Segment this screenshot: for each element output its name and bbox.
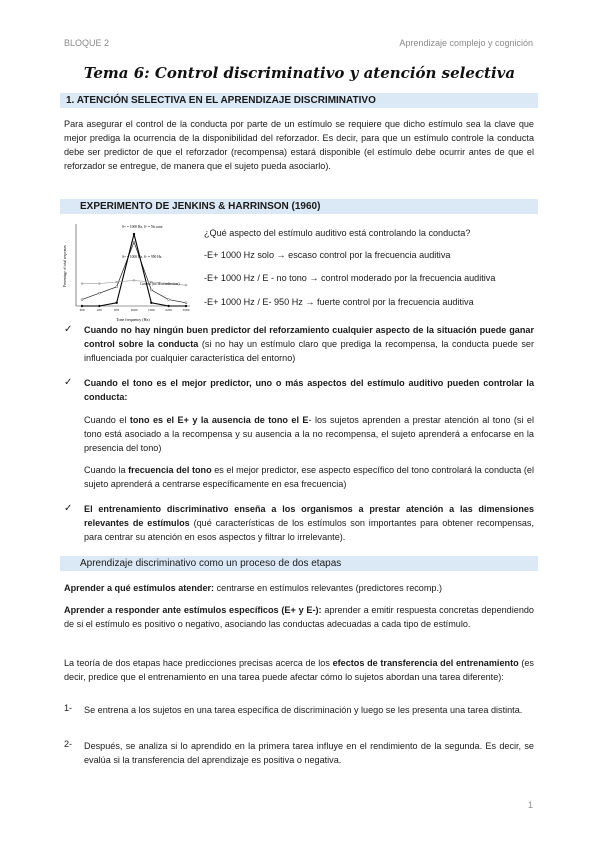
data-point <box>116 286 118 288</box>
chart-ylabel: Percentage of total responses <box>63 245 67 287</box>
series-line-1 <box>82 242 186 303</box>
theory-pre: La teoría de dos etapas hace predicciones precisas acerca de los <box>64 658 333 668</box>
data-point <box>81 305 83 307</box>
check-icon: ✓ <box>64 503 73 514</box>
stage-1-rest: centrarse en estímulos relevantes (predictores recomp.) <box>214 583 443 593</box>
chart-xlabel: Tone frequency (Hz) <box>116 317 150 322</box>
page-number: 1 <box>527 800 533 810</box>
check-icon: ✓ <box>64 377 73 388</box>
stage-2 <box>64 603 534 631</box>
stage-1 <box>64 581 534 595</box>
stage-1-bold: Aprender a qué estímulos atender: <box>64 583 215 593</box>
header-right: Aprendizaje complejo y cognición <box>399 38 533 48</box>
data-point <box>185 305 187 307</box>
sub-1-bold: tono es el E+ y la ausencia de tono el E <box>129 415 309 425</box>
data-point <box>133 279 135 281</box>
sub-2-pre: Cuando la <box>84 465 129 475</box>
x-tick-label: 2250 <box>165 308 173 312</box>
bullet-2 <box>84 376 534 404</box>
x-tick-label: 1500 <box>147 308 155 312</box>
step-1-number: 1- <box>64 703 73 713</box>
theory-bold: efectos de transferencia del entrenamiento <box>332 658 519 668</box>
sub-paragraph-2 <box>84 463 534 491</box>
case-3: -E+ 1000 Hz / E- 950 Hz → fuerte control por la frecuencia auditiva <box>204 297 474 307</box>
x-tick-label: 670 <box>114 308 120 312</box>
jenkins-harrison-chart <box>62 220 194 324</box>
data-point <box>185 284 187 286</box>
section-heading-2: EXPERIMENTO DE JENKINS & HARRINSON (1960) <box>60 199 538 214</box>
sub-paragraph-1 <box>84 413 534 455</box>
legend-series-2: S+ = 1000 Hz, S- = 950 Hz <box>122 255 162 259</box>
bullet-2-bold: Cuando el tono es el mejor predictor, uno o más aspectos del estímulo auditivo pueden controlar la conducta: <box>84 378 534 402</box>
data-point <box>116 281 118 283</box>
stage-2-bold: Aprender a responder ante estímulos específicos (E+ y E-): <box>64 605 322 615</box>
case-1: -E+ 1000 Hz solo → escaso control por la frecuencia auditiva <box>204 250 451 260</box>
bullet-1-rest: (si no hay un estímulo claro que prediga la recompensa, la conducta puede ser influenciada por cualquier característica del entorno) <box>84 339 534 363</box>
page-title: Tema 6: Control discriminativo y atención selectiva <box>83 64 516 82</box>
bullet-3-rest: (qué características de los estímulos son importantes para obtener recompensas, para centrar su atención en esos aspectos y filtrar lo irrelevante). <box>84 518 535 542</box>
section-heading-1: 1. ATENCIÓN SELECTIVA EN EL APRENDIZAJE DISCRIMINATIVO <box>60 93 538 108</box>
step-2-number: 2- <box>64 739 73 749</box>
header-left: BLOQUE 2 <box>64 38 110 48</box>
legend-series-1: S+ = 1000 Hz, S- = No tone <box>122 225 163 229</box>
sub-2-bold: frecuencia del tono <box>128 465 212 475</box>
stage-2-rest: aprender a emitir respuesta concretas dependiendo de si el estímulo es positivo o negativo, asociando las conductas adecuadas a cada tipo de estímulo. <box>64 605 534 629</box>
data-point <box>98 305 100 307</box>
data-point <box>116 302 118 304</box>
x-tick-label: 300 <box>79 308 85 312</box>
x-tick-label: 1000 <box>130 308 138 312</box>
data-point <box>81 299 83 301</box>
x-tick-label: 450 <box>96 308 102 312</box>
bullet-3-bold: El entrenamiento discriminativo enseña a los organismos a prestar atención a las dimensiones relevantes de estímulos <box>84 504 534 528</box>
step-2-text: Después, se analiza si lo aprendido en la primera tarea influye en el rendimiento de la segunda. Es decir, se evalúa si la transferencia del aprendizaje es positiva o negativa. <box>84 741 534 765</box>
data-point <box>168 299 170 301</box>
bullet-3 <box>84 502 534 544</box>
sub-2-rest: es el mejor predictor, ese aspecto específico del tono controlará la conducta (el sujeto aprenderá a centrarse específicamente en esa frecuencia) <box>84 465 534 489</box>
theory-paragraph <box>64 656 534 684</box>
case-2: -E+ 1000 Hz / E - no tono → control moderado por la frecuencia auditiva <box>204 273 496 283</box>
data-point <box>98 292 100 294</box>
data-point <box>98 283 100 285</box>
legend-series-3: Control (no discrimination) <box>140 282 180 286</box>
bullet-1 <box>84 323 534 365</box>
theory-rest: (es decir, predice que el entrenamiento en una tarea puede afectar cómo lo sujetos abordan una tarea diferente): <box>64 658 534 682</box>
data-point <box>81 283 83 285</box>
step-1-text: Se entrena a los sujetos en una tarea específica de discriminación y luego se les presenta una tarea distinta. <box>84 705 523 715</box>
sub-1-pre: Cuando el <box>84 415 130 425</box>
data-point <box>150 302 152 304</box>
data-point <box>185 302 187 304</box>
bullet-1-bold: Cuando no hay ningún buen predictor del reforzamiento cualquier aspecto de la situación puede ganar control sobre la conducta <box>84 325 534 349</box>
question-text: ¿Qué aspecto del estímulo auditivo está controlando la conducta? <box>204 228 471 238</box>
data-point <box>133 241 135 243</box>
section-heading-3: Aprendizaje discriminativo como un proceso de dos etapas <box>60 556 538 571</box>
intro-paragraph: Para asegurar el control de la conducta por parte de un estímulo se requiere que dicho estímulo sea la clave que mejor prediga la ocurrencia de la disponibilidad del reforzador. Es decir, para que un estímulo controle la conducta debe ser predictor de que el reforzador (recompensa) estará disponible (el estímulo debe ocurrir antes de que el reforzador se entregue, de manera que el sujeto pueda asociarlo). <box>64 119 534 171</box>
sub-1-rest: - los sujetos aprenden a prestar atención al tono (si el tono está asociado a la recompensa y su ausencia a la no recompensa, el sujeto aprenderá a enfocarse en la presencia del tono) <box>84 415 534 453</box>
series-line-2 <box>82 234 186 306</box>
check-icon: ✓ <box>64 324 73 335</box>
x-tick-label: 3500 <box>182 308 190 312</box>
data-point <box>168 305 170 307</box>
data-point <box>150 289 152 291</box>
data-point <box>133 233 135 235</box>
